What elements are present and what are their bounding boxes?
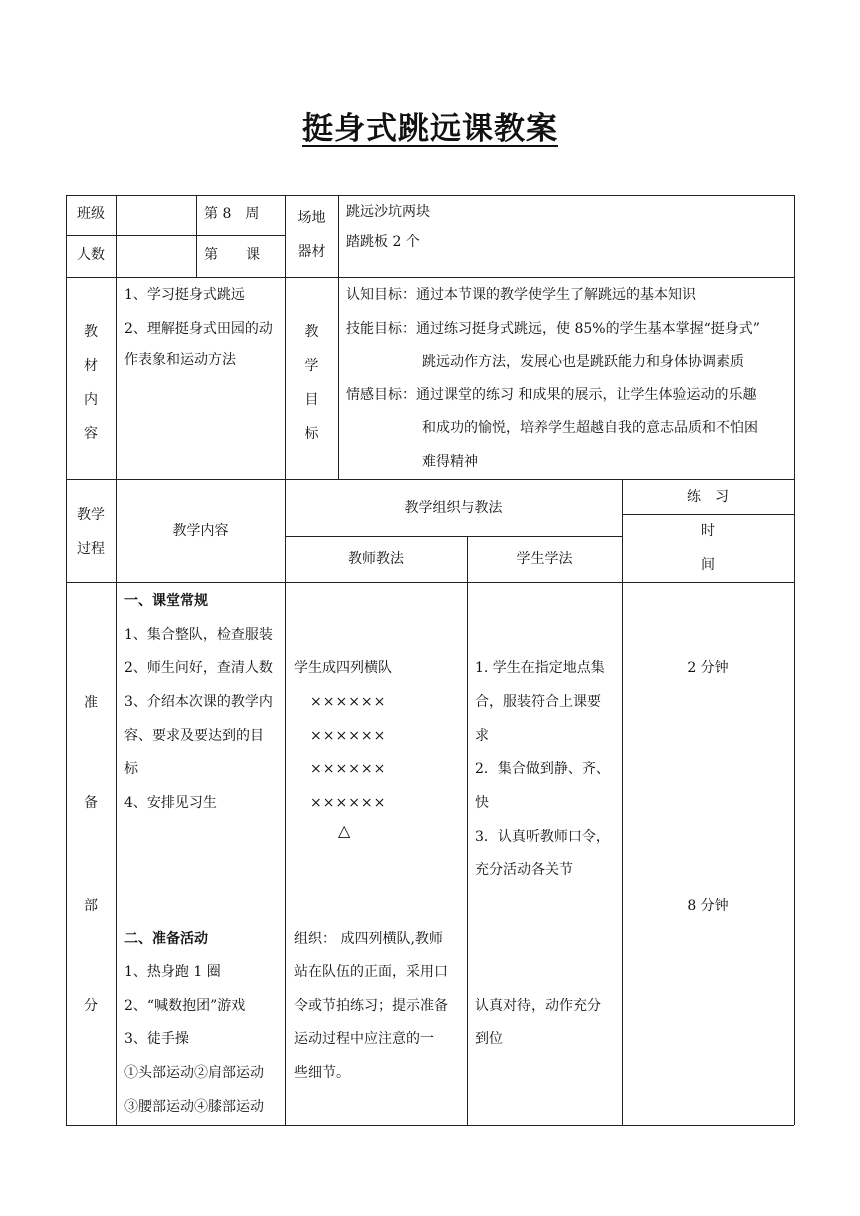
teacher-a-line-1: 学生成四列横队 (294, 660, 392, 676)
content-a-line-7: 4、安排见习生 (124, 795, 217, 811)
student-a-line-6: 3．认真听教师口令， (475, 829, 610, 845)
student-header: 学生学法 (516, 551, 573, 567)
student-a-line-3: 求 (475, 728, 489, 744)
week-label: 第 8 周 (204, 206, 260, 222)
time-header-1: 时 (701, 523, 715, 539)
teacher-b-line-5: 些细节。 (294, 1065, 350, 1081)
material-line-3: 作表象和运动方法 (124, 352, 236, 368)
content-b-line-3: 2、“喊数抱团”游戏 (124, 998, 246, 1014)
practice-header: 练 习 (687, 489, 729, 505)
content-a-line-4: 3、介绍本次课的教学内 (124, 694, 273, 710)
content-header: 教学内容 (172, 523, 229, 539)
people-label: 人数 (77, 247, 105, 263)
student-a-line-7: 充分活动各关节 (475, 862, 573, 878)
goal-line-6: 难得精神 (422, 454, 478, 470)
goal-line-3: 跳远动作方法，发展心也是跳跃能力和身体协调素质 (422, 354, 744, 370)
time-b: 8 分钟 (687, 898, 729, 914)
time-a: 2 分钟 (687, 660, 729, 676)
venue-label-1: 场地 (297, 210, 326, 226)
venue-value-2: 踏跳板 2 个 (346, 234, 420, 250)
goal-line-5: 和成功的愉悦，培养学生超越自我的意志品质和不怕困 (422, 420, 758, 436)
student-a-line-5: 快 (475, 795, 489, 811)
lesson-label: 第 课 (204, 247, 260, 263)
content-b-line-1: 二、准备活动 (124, 931, 208, 947)
content-a-line-3: 2、师生问好，查清人数 (124, 660, 273, 676)
student-a-line-2: 合，服装符合上课要 (475, 694, 601, 710)
formation-row-4: ×××××× (310, 795, 387, 811)
teacher-header: 教师教法 (348, 551, 404, 567)
process-label-2: 过程 (77, 541, 105, 557)
document-title: 挺身式跳远课教案 (302, 111, 558, 147)
prep-label-4: 分 (84, 998, 98, 1014)
content-b-line-6: ③腰部运动④膝部运动 (124, 1099, 264, 1115)
prep-label-2: 备 (84, 795, 98, 811)
goal-line-1: 认知目标：通过本节课的教学使学生了解跳远的基本知识 (346, 287, 696, 303)
venue-label-2: 器材 (297, 244, 326, 260)
formation-row-2: ×××××× (310, 728, 387, 744)
content-b-line-4: 3、徒手操 (124, 1031, 189, 1047)
content-b-line-2: 1、热身跑 1 圈 (124, 964, 221, 980)
student-b-line-2: 到位 (475, 1031, 503, 1047)
formation-row-1: ×××××× (310, 694, 387, 710)
goal-line-4: 情感目标：通过课堂的练习 和成果的展示，让学生体验运动的乐趣 (346, 387, 757, 403)
prep-label-1: 准 (84, 695, 98, 711)
material-line-1: 1、学习挺身式跳远 (124, 287, 245, 303)
org-header: 教学组织与教法 (404, 500, 503, 516)
student-b-line-1: 认真对待，动作充分 (475, 998, 601, 1014)
content-b-line-5: ①头部运动②肩部运动 (124, 1065, 264, 1081)
time-header-2: 间 (701, 557, 715, 573)
content-a-line-1: 一、课堂常规 (124, 593, 208, 609)
teacher-b-line-4: 运动过程中应注意的一 (294, 1031, 434, 1047)
teacher-b-line-2: 站在队伍的正面，采用口 (294, 964, 448, 980)
content-a-line-2: 1、集合整队，检查服装 (124, 627, 273, 643)
content-a-line-5: 容、要求及要达到的目 (124, 728, 264, 744)
student-a-line-4: 2．集合做到静、齐、 (475, 761, 610, 777)
teacher-triangle-icon: △ (338, 821, 351, 840)
material-label: 教 材 内 容 (84, 324, 98, 442)
student-a-line-1: 1. 学生在指定地点集 (475, 660, 605, 676)
content-a-line-6: 标 (124, 761, 138, 777)
goals-label: 教 学 目 标 (304, 324, 319, 442)
teacher-b-line-1: 组织： 成四列横队,教师 (294, 931, 443, 947)
prep-label-3: 部 (84, 898, 98, 914)
class-label: 班级 (77, 206, 105, 222)
process-label-1: 教学 (77, 507, 105, 523)
teacher-b-line-3: 令或节拍练习；提示准备 (294, 998, 448, 1014)
venue-value-1: 跳远沙坑两块 (346, 204, 430, 220)
goal-line-2: 技能目标：通过练习挺身式跳远，使 85%的学生基本掌握“挺身式” (346, 321, 760, 337)
formation-row-3: ×××××× (310, 761, 387, 777)
material-line-2: 2、理解挺身式田园的动 (124, 321, 273, 337)
